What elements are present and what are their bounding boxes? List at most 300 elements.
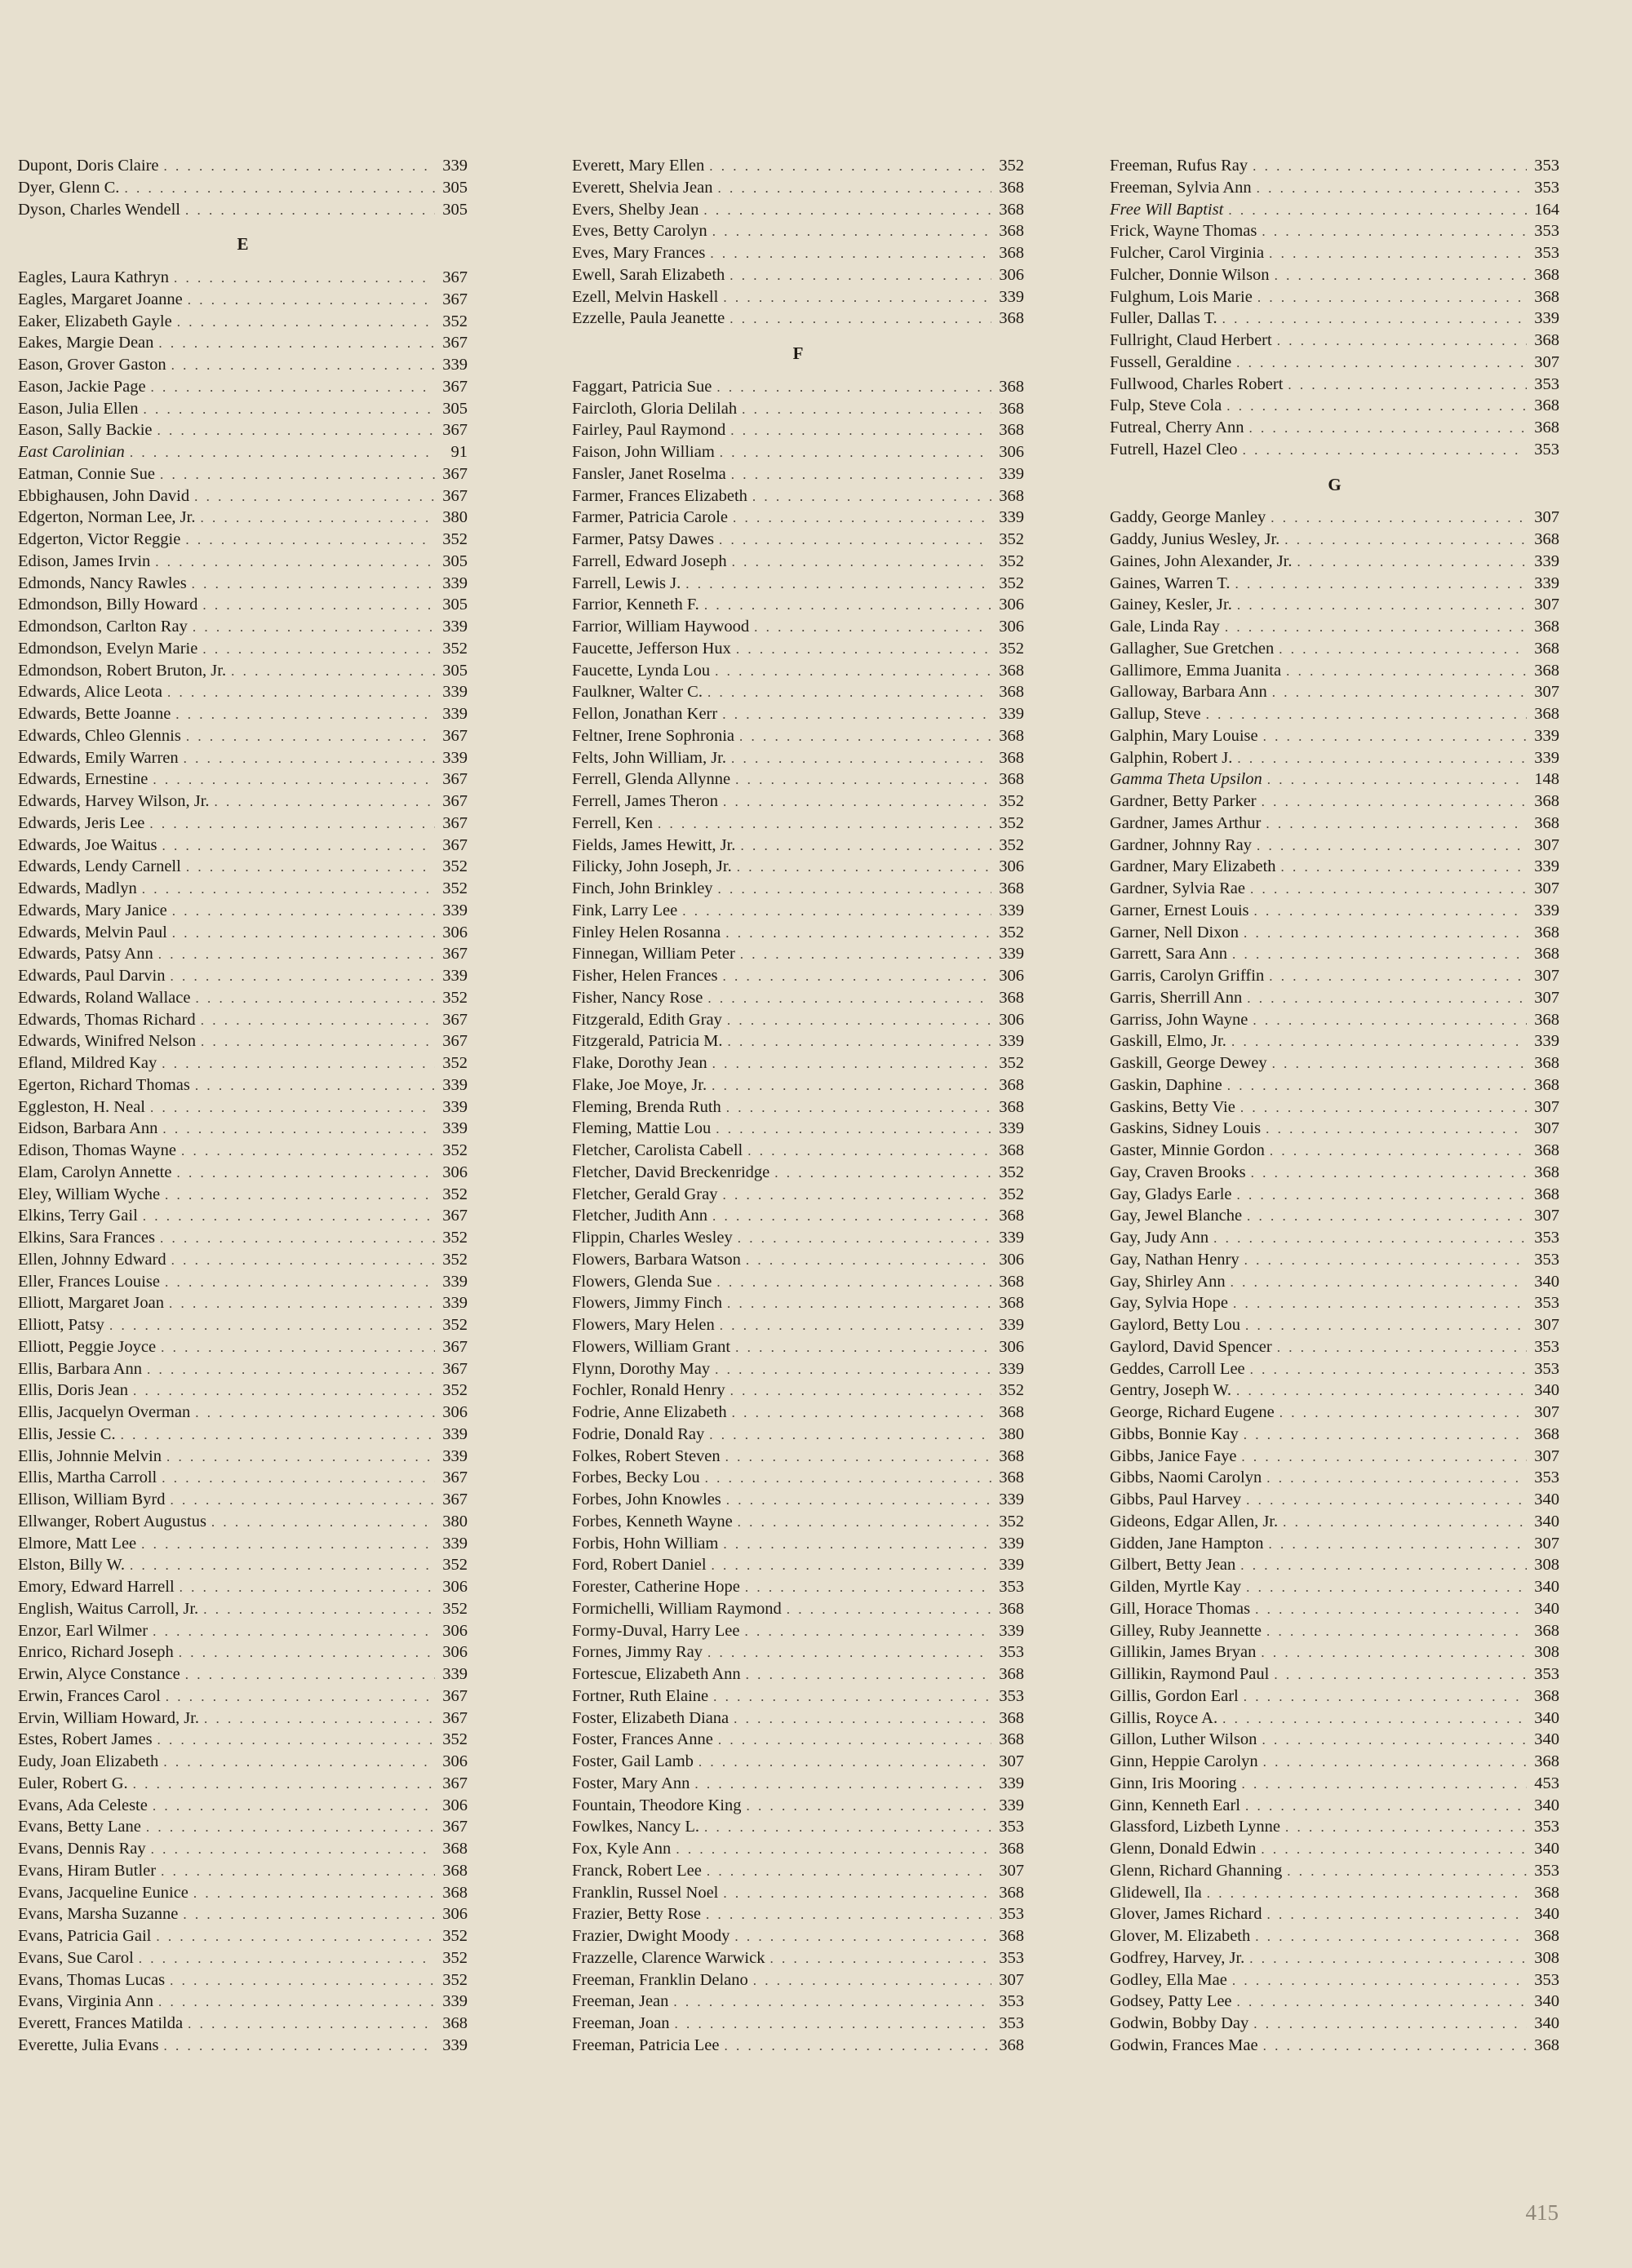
- index-entry: [1110, 965, 1559, 987]
- entry-name: Freeman, Jean: [572, 1992, 669, 2011]
- dot-leader: [725, 1446, 991, 1468]
- index-column-1: [18, 155, 468, 2057]
- index-entry: [18, 1030, 468, 1052]
- entry-page: 307: [1534, 596, 1559, 614]
- entry-name: Futreal, Cherry Ann: [1110, 419, 1244, 436]
- entry-page: 352: [999, 1381, 1024, 1400]
- dot-leader: [1244, 1424, 1527, 1446]
- entry-page: 352: [442, 1927, 468, 1945]
- dot-leader: [1232, 944, 1527, 966]
- index-entry: [18, 1358, 468, 1380]
- dot-leader: [723, 966, 991, 988]
- index-entry: [1110, 177, 1559, 199]
- index-entry: [1110, 856, 1559, 878]
- entry-name: George, Richard Eugene: [1110, 1403, 1275, 1421]
- dot-leader: [133, 1380, 435, 1402]
- entry-page: 307: [1534, 1403, 1559, 1421]
- index-entry: [572, 2035, 1024, 2057]
- index-entry: [1110, 2035, 1559, 2057]
- entry-name: Frick, Wayne Thomas: [1110, 222, 1257, 241]
- index-entry: [1110, 660, 1559, 682]
- dot-leader: [1237, 1991, 1527, 2013]
- entry-name: Gay, Jewel Blanche: [1110, 1207, 1243, 1225]
- entry-name: Everette, Julia Evans: [18, 2035, 159, 2054]
- index-entry: [1110, 594, 1559, 616]
- index-entry: [572, 1708, 1024, 1730]
- entry-page: 339: [1534, 901, 1559, 919]
- entry-page: 353: [1534, 1229, 1559, 1247]
- dot-leader: [171, 1250, 435, 1272]
- entry-page: 339: [1534, 551, 1559, 570]
- dot-leader: [143, 399, 435, 421]
- dot-leader: [740, 835, 991, 857]
- index-entry: [18, 1903, 468, 1925]
- entry-name: Edwards, Ernestine: [18, 770, 149, 789]
- index-entry: [18, 1009, 468, 1031]
- entry-name: Emory, Edward Harrell: [18, 1578, 175, 1596]
- entry-page: 340: [1534, 1905, 1559, 1924]
- dot-leader: [1267, 769, 1527, 791]
- index-entry: [1110, 835, 1559, 857]
- entry-name: Elston, Billy W.: [18, 1556, 125, 1575]
- dot-leader: [742, 399, 991, 421]
- index-entry: [18, 199, 468, 221]
- entry-page: 339: [442, 705, 468, 723]
- entry-page: 352: [999, 1512, 1024, 1530]
- entry-page: 368: [999, 377, 1024, 396]
- dot-leader: [730, 420, 991, 442]
- entry-page: 368: [999, 1207, 1024, 1225]
- dot-leader: [181, 1141, 435, 1163]
- index-entry: [572, 1118, 1024, 1140]
- entry-page: 353: [1534, 1861, 1559, 1880]
- entry-name: Fullwood, Charles Robert: [1110, 374, 1284, 393]
- entry-page: 339: [999, 1229, 1024, 1247]
- entry-name: Fletcher, Carolista Cabell: [572, 1141, 743, 1159]
- entry-name: Elkins, Sara Frances: [18, 1229, 155, 1247]
- entry-name: Eidson, Barbara Ann: [18, 1119, 158, 1138]
- entry-page: 340: [1534, 1708, 1559, 1727]
- entry-name: Evans, Thomas Lucas: [18, 1970, 166, 1989]
- entry-page: 368: [999, 178, 1024, 197]
- dot-leader: [727, 1010, 991, 1032]
- index-entry: [572, 1249, 1024, 1271]
- index-entry: [572, 1511, 1024, 1533]
- entry-page: 306: [999, 967, 1024, 985]
- entry-page: 367: [442, 1708, 468, 1727]
- entry-page: 339: [1534, 574, 1559, 592]
- entry-page: 307: [1534, 835, 1559, 854]
- entry-page: 305: [442, 178, 468, 197]
- entry-name: Fortner, Ruth Elaine: [572, 1686, 709, 1705]
- entry-page: 367: [442, 464, 468, 483]
- entry-page: 367: [442, 1032, 468, 1051]
- dot-leader: [1240, 1097, 1527, 1119]
- entry-name: Ewell, Sarah Elizabeth: [572, 265, 725, 284]
- index-entry: [18, 943, 468, 965]
- entry-page: 380: [442, 508, 468, 527]
- dot-leader: [747, 1141, 991, 1163]
- dot-leader: [715, 1359, 991, 1381]
- entry-name: Glenn, Donald Edwin: [1110, 1840, 1257, 1858]
- index-entry: [18, 1118, 468, 1140]
- entry-page: 353: [999, 1686, 1024, 1705]
- entry-page: 340: [1534, 1796, 1559, 1814]
- entry-page: 306: [442, 1403, 468, 1421]
- index-entry: [18, 332, 468, 354]
- index-entry: [1110, 330, 1559, 352]
- entry-name: Erwin, Alyce Constance: [18, 1665, 180, 1683]
- entry-name: Folkes, Robert Steven: [572, 1446, 721, 1465]
- dot-leader: [192, 574, 435, 596]
- dot-leader: [147, 1359, 435, 1381]
- entry-page: 305: [442, 661, 468, 680]
- dot-leader: [719, 529, 991, 551]
- entry-name: Eaker, Elizabeth Gayle: [18, 312, 172, 330]
- dot-leader: [1244, 1250, 1527, 1272]
- index-entry: [18, 1685, 468, 1708]
- entry-name: Edwards, Winifred Nelson: [18, 1032, 196, 1051]
- entry-page: 352: [999, 792, 1024, 810]
- dot-leader: [157, 420, 435, 442]
- index-entry: [18, 1140, 468, 1162]
- index-entry: [1110, 1205, 1559, 1227]
- dot-leader: [1257, 287, 1527, 309]
- index-entry: [572, 1336, 1024, 1358]
- entry-name: Ezzelle, Paula Jeanette: [572, 309, 725, 328]
- entry-page: 368: [999, 1468, 1024, 1487]
- entry-page: 353: [1534, 1294, 1559, 1313]
- entry-name: Ginn, Iris Mooring: [1110, 1774, 1237, 1792]
- entry-page: 353: [1534, 1468, 1559, 1487]
- dot-leader: [1288, 374, 1527, 396]
- entry-page: 368: [999, 1097, 1024, 1116]
- dot-leader: [1207, 1883, 1527, 1905]
- entry-name: Felts, John William, Jr.: [572, 748, 727, 767]
- dot-leader: [1247, 1206, 1527, 1228]
- entry-page: 368: [1534, 396, 1559, 415]
- index-entry: [1110, 1511, 1559, 1533]
- index-entry: [18, 311, 468, 333]
- dot-leader: [1253, 1010, 1527, 1032]
- index-entry: [18, 638, 468, 660]
- index-entry: [1110, 1184, 1559, 1206]
- index-entry: [572, 398, 1024, 420]
- dot-leader: [740, 944, 991, 966]
- index-entry: [18, 1729, 468, 1751]
- dot-leader: [1240, 1555, 1527, 1577]
- dot-leader: [676, 1839, 991, 1861]
- dot-leader: [162, 835, 436, 857]
- index-entry: [18, 551, 468, 573]
- entry-page: 340: [1534, 1992, 1559, 2011]
- dot-leader: [1285, 1817, 1527, 1839]
- index-entry: [572, 1184, 1024, 1206]
- dot-leader: [1231, 1272, 1527, 1294]
- entry-name: Faison, John William: [572, 443, 715, 461]
- entry-name: Ferrell, Glenda Allynne: [572, 770, 731, 789]
- entry-page: 339: [442, 1424, 468, 1443]
- entry-name: Farrell, Edward Joseph: [572, 551, 727, 570]
- dot-leader: [1262, 791, 1527, 813]
- entry-page: 306: [442, 1621, 468, 1640]
- entry-name: Fletcher, David Breckenridge: [572, 1163, 770, 1181]
- entry-page: 340: [1534, 1272, 1559, 1291]
- entry-name: Gay, Gladys Earle: [1110, 1185, 1232, 1203]
- entry-name: Gillis, Gordon Earl: [1110, 1686, 1239, 1705]
- index-entry: [18, 1554, 468, 1576]
- dot-leader: [1261, 1642, 1527, 1664]
- dot-leader: [720, 442, 991, 464]
- entry-page: 306: [442, 1163, 468, 1181]
- entry-page: 380: [442, 1512, 468, 1530]
- dot-leader: [722, 1185, 991, 1207]
- entry-name: Eves, Betty Carolyn: [572, 222, 707, 241]
- entry-name: Galloway, Barbara Ann: [1110, 683, 1267, 702]
- index-entry: [18, 1292, 468, 1314]
- entry-page: 368: [999, 421, 1024, 440]
- index-entry: [572, 769, 1024, 791]
- dot-leader: [166, 1446, 435, 1468]
- dot-leader: [124, 178, 435, 200]
- entry-name: Forbes, Kenneth Wayne: [572, 1512, 733, 1530]
- entry-page: 368: [442, 1883, 468, 1902]
- entry-page: 306: [999, 443, 1024, 461]
- entry-name: Ellen, Johnny Edward: [18, 1250, 166, 1269]
- dot-leader: [746, 1250, 991, 1272]
- dot-leader: [752, 486, 991, 508]
- entry-name: Gaddy, George Manley: [1110, 508, 1266, 527]
- entry-name: Fornes, Jimmy Ray: [572, 1643, 703, 1662]
- entry-page: 306: [999, 1010, 1024, 1029]
- dot-leader: [717, 178, 991, 200]
- dot-leader: [1257, 178, 1527, 200]
- entry-page: 368: [442, 2014, 468, 2032]
- dot-leader: [707, 682, 991, 704]
- entry-name: Fulghum, Lois Marie: [1110, 287, 1253, 306]
- dot-leader: [1284, 529, 1527, 551]
- index-entry: [572, 1751, 1024, 1773]
- entry-page: 368: [999, 1665, 1024, 1683]
- index-entry: [1110, 439, 1559, 461]
- entry-page: 353: [999, 1818, 1024, 1836]
- entry-page: 368: [1534, 813, 1559, 832]
- entry-name: Edwards, Roland Wallace: [18, 988, 191, 1007]
- dot-leader: [1253, 2013, 1527, 2035]
- entry-name: Eller, Frances Louise: [18, 1272, 160, 1291]
- entry-name: Forbis, Hohn William: [572, 1534, 719, 1553]
- dot-leader: [1237, 595, 1527, 617]
- entry-page: 368: [1534, 1054, 1559, 1072]
- entry-name: Farmer, Frances Elizabeth: [572, 486, 747, 505]
- index-entry: [18, 398, 468, 420]
- index-entry: [1110, 1903, 1559, 1925]
- dot-leader: [109, 1315, 435, 1337]
- index-entry: [1110, 638, 1559, 660]
- index-entry: [572, 1685, 1024, 1708]
- entry-page: 368: [999, 399, 1024, 418]
- dot-leader: [161, 1861, 435, 1883]
- entry-name: Gamma Theta Upsilon: [1110, 770, 1262, 789]
- entry-page: 353: [999, 1643, 1024, 1662]
- dot-leader: [188, 2013, 435, 2035]
- index-entry: [1110, 1773, 1559, 1795]
- entry-name: Gillis, Royce A.: [1110, 1708, 1218, 1727]
- dot-leader: [202, 595, 435, 617]
- index-entry: [1110, 1162, 1559, 1184]
- dot-leader: [1226, 396, 1527, 418]
- index-entry: [18, 1641, 468, 1663]
- dot-leader: [737, 857, 991, 879]
- entry-name: Flowers, Mary Helen: [572, 1316, 715, 1334]
- entry-name: Foster, Mary Ann: [572, 1774, 690, 1792]
- dot-leader: [172, 923, 435, 945]
- entry-page: 307: [1534, 879, 1559, 897]
- index-entry: [572, 791, 1024, 813]
- index-entry: [572, 1795, 1024, 1817]
- dot-leader: [769, 1948, 991, 1970]
- entry-page: 368: [999, 1403, 1024, 1421]
- index-entry: [572, 441, 1024, 463]
- dot-leader: [1233, 1293, 1527, 1315]
- entry-name: Gillon, Luther Wilson: [1110, 1730, 1257, 1749]
- entry-page: 306: [442, 1578, 468, 1596]
- index-entry: [18, 1074, 468, 1096]
- entry-page: 368: [442, 1840, 468, 1858]
- entry-name: Gaskin, Daphine: [1110, 1075, 1222, 1094]
- index-entry: [1110, 1292, 1559, 1314]
- entry-name: Ervin, William Howard, Jr.: [18, 1708, 199, 1727]
- dot-leader: [185, 529, 435, 551]
- index-entry: [572, 1074, 1024, 1096]
- entry-name: Fleming, Mattie Lou: [572, 1119, 712, 1138]
- entry-page: 368: [999, 222, 1024, 241]
- entry-name: Foster, Gail Lamb: [572, 1752, 694, 1770]
- entry-name: Edwards, Madlyn: [18, 879, 137, 897]
- entry-name: Evans, Marsha Suzanne: [18, 1905, 179, 1924]
- dot-leader: [186, 857, 435, 879]
- entry-page: 352: [442, 1556, 468, 1575]
- index-entry: [1110, 1598, 1559, 1620]
- entry-name: Ford, Robert Daniel: [572, 1556, 707, 1575]
- dot-leader: [738, 1512, 991, 1534]
- entry-name: Franck, Robert Lee: [572, 1861, 702, 1880]
- entry-page: 306: [999, 596, 1024, 614]
- dot-leader: [130, 1555, 435, 1577]
- entry-page: 306: [999, 1337, 1024, 1356]
- dot-leader: [739, 726, 991, 748]
- index-entry: [572, 1446, 1024, 1468]
- entry-page: 368: [999, 309, 1024, 328]
- dot-leader: [195, 988, 435, 1010]
- index-entry: [572, 264, 1024, 286]
- index-entry: [18, 856, 468, 878]
- entry-page: 368: [1534, 945, 1559, 963]
- entry-name: Formy-Duval, Harry Lee: [572, 1621, 740, 1640]
- entry-name: Evans, Virginia Ann: [18, 1992, 153, 2011]
- entry-name: Evans, Jacqueline Eunice: [18, 1883, 188, 1902]
- dot-leader: [1232, 1970, 1527, 1992]
- entry-name: Fisher, Helen Frances: [572, 967, 718, 985]
- entry-name: Gallup, Steve: [1110, 705, 1201, 723]
- dot-leader: [726, 1490, 991, 1512]
- index-entry: [1110, 769, 1559, 791]
- entry-page: 368: [999, 1927, 1024, 1945]
- entry-name: Fellon, Jonathan Kerr: [572, 705, 718, 723]
- entry-page: 353: [1534, 244, 1559, 262]
- dot-leader: [1271, 507, 1527, 529]
- entry-name: Eason, Julia Ellen: [18, 399, 139, 418]
- dot-leader: [731, 748, 991, 770]
- dot-leader: [712, 1075, 991, 1097]
- entry-page: 339: [999, 1316, 1024, 1334]
- entry-page: 339: [999, 1032, 1024, 1051]
- entry-name: Flowers, Glenda Sue: [572, 1272, 712, 1291]
- dot-leader: [1222, 308, 1527, 330]
- entry-page: 306: [999, 857, 1024, 876]
- index-entry: [572, 616, 1024, 638]
- index-entry: [18, 900, 468, 922]
- dot-leader: [707, 988, 991, 1010]
- entry-name: Glover, James Richard: [1110, 1905, 1262, 1924]
- index-entry: [18, 1947, 468, 1969]
- entry-page: 307: [1534, 1097, 1559, 1116]
- dot-leader: [723, 1883, 991, 1905]
- entry-page: 353: [1534, 1337, 1559, 1356]
- entry-name: Elmore, Matt Lee: [18, 1534, 137, 1553]
- dot-leader: [1274, 1664, 1527, 1686]
- entry-name: Godley, Ella Mae: [1110, 1970, 1227, 1989]
- entry-name: Filicky, John Joseph, Jr.: [572, 857, 732, 876]
- entry-page: 306: [442, 1752, 468, 1770]
- index-entry: [572, 1533, 1024, 1555]
- entry-name: Eason, Grover Gaston: [18, 356, 166, 374]
- dot-leader: [1262, 221, 1527, 243]
- dot-leader: [163, 1752, 435, 1774]
- entry-name: Ellis, Jacquelyn Overman: [18, 1403, 191, 1421]
- dot-leader: [1255, 1926, 1527, 1948]
- entry-name: Estes, Robert James: [18, 1730, 153, 1749]
- index-entry: [18, 878, 468, 900]
- entry-page: 352: [442, 1948, 468, 1967]
- dot-leader: [746, 1664, 991, 1686]
- index-entry: [1110, 1140, 1559, 1162]
- dot-leader: [1243, 440, 1527, 462]
- entry-page: 368: [1534, 1141, 1559, 1159]
- entry-page: 307: [999, 1970, 1024, 1989]
- entry-name: Farrior, William Haywood: [572, 618, 750, 636]
- index-entry: [1110, 1795, 1559, 1817]
- entry-name: Frazier, Betty Rose: [572, 1905, 702, 1924]
- entry-name: Gilbert, Betty Jean: [1110, 1556, 1236, 1575]
- entry-name: Gaster, Minnie Gordon: [1110, 1141, 1265, 1159]
- entry-name: Elkins, Terry Gail: [18, 1207, 138, 1225]
- entry-name: Gaylord, David Spencer: [1110, 1337, 1272, 1356]
- entry-name: Evans, Patricia Gail: [18, 1927, 152, 1945]
- dot-leader: [167, 682, 435, 704]
- entry-name: Flowers, William Grant: [572, 1337, 731, 1356]
- dot-leader: [715, 661, 991, 683]
- entry-name: Farrell, Lewis J.: [572, 574, 681, 592]
- index-entry: [1110, 1925, 1559, 1947]
- entry-name: Evers, Shelby Jean: [572, 200, 699, 219]
- index-entry: [572, 1030, 1024, 1052]
- dot-leader: [1266, 813, 1527, 835]
- entry-name: Gentry, Joseph W.: [1110, 1381, 1231, 1400]
- entry-name: Gay, Sylvia Hope: [1110, 1294, 1228, 1313]
- dot-leader: [1277, 1337, 1527, 1359]
- entry-page: 368: [1534, 331, 1559, 349]
